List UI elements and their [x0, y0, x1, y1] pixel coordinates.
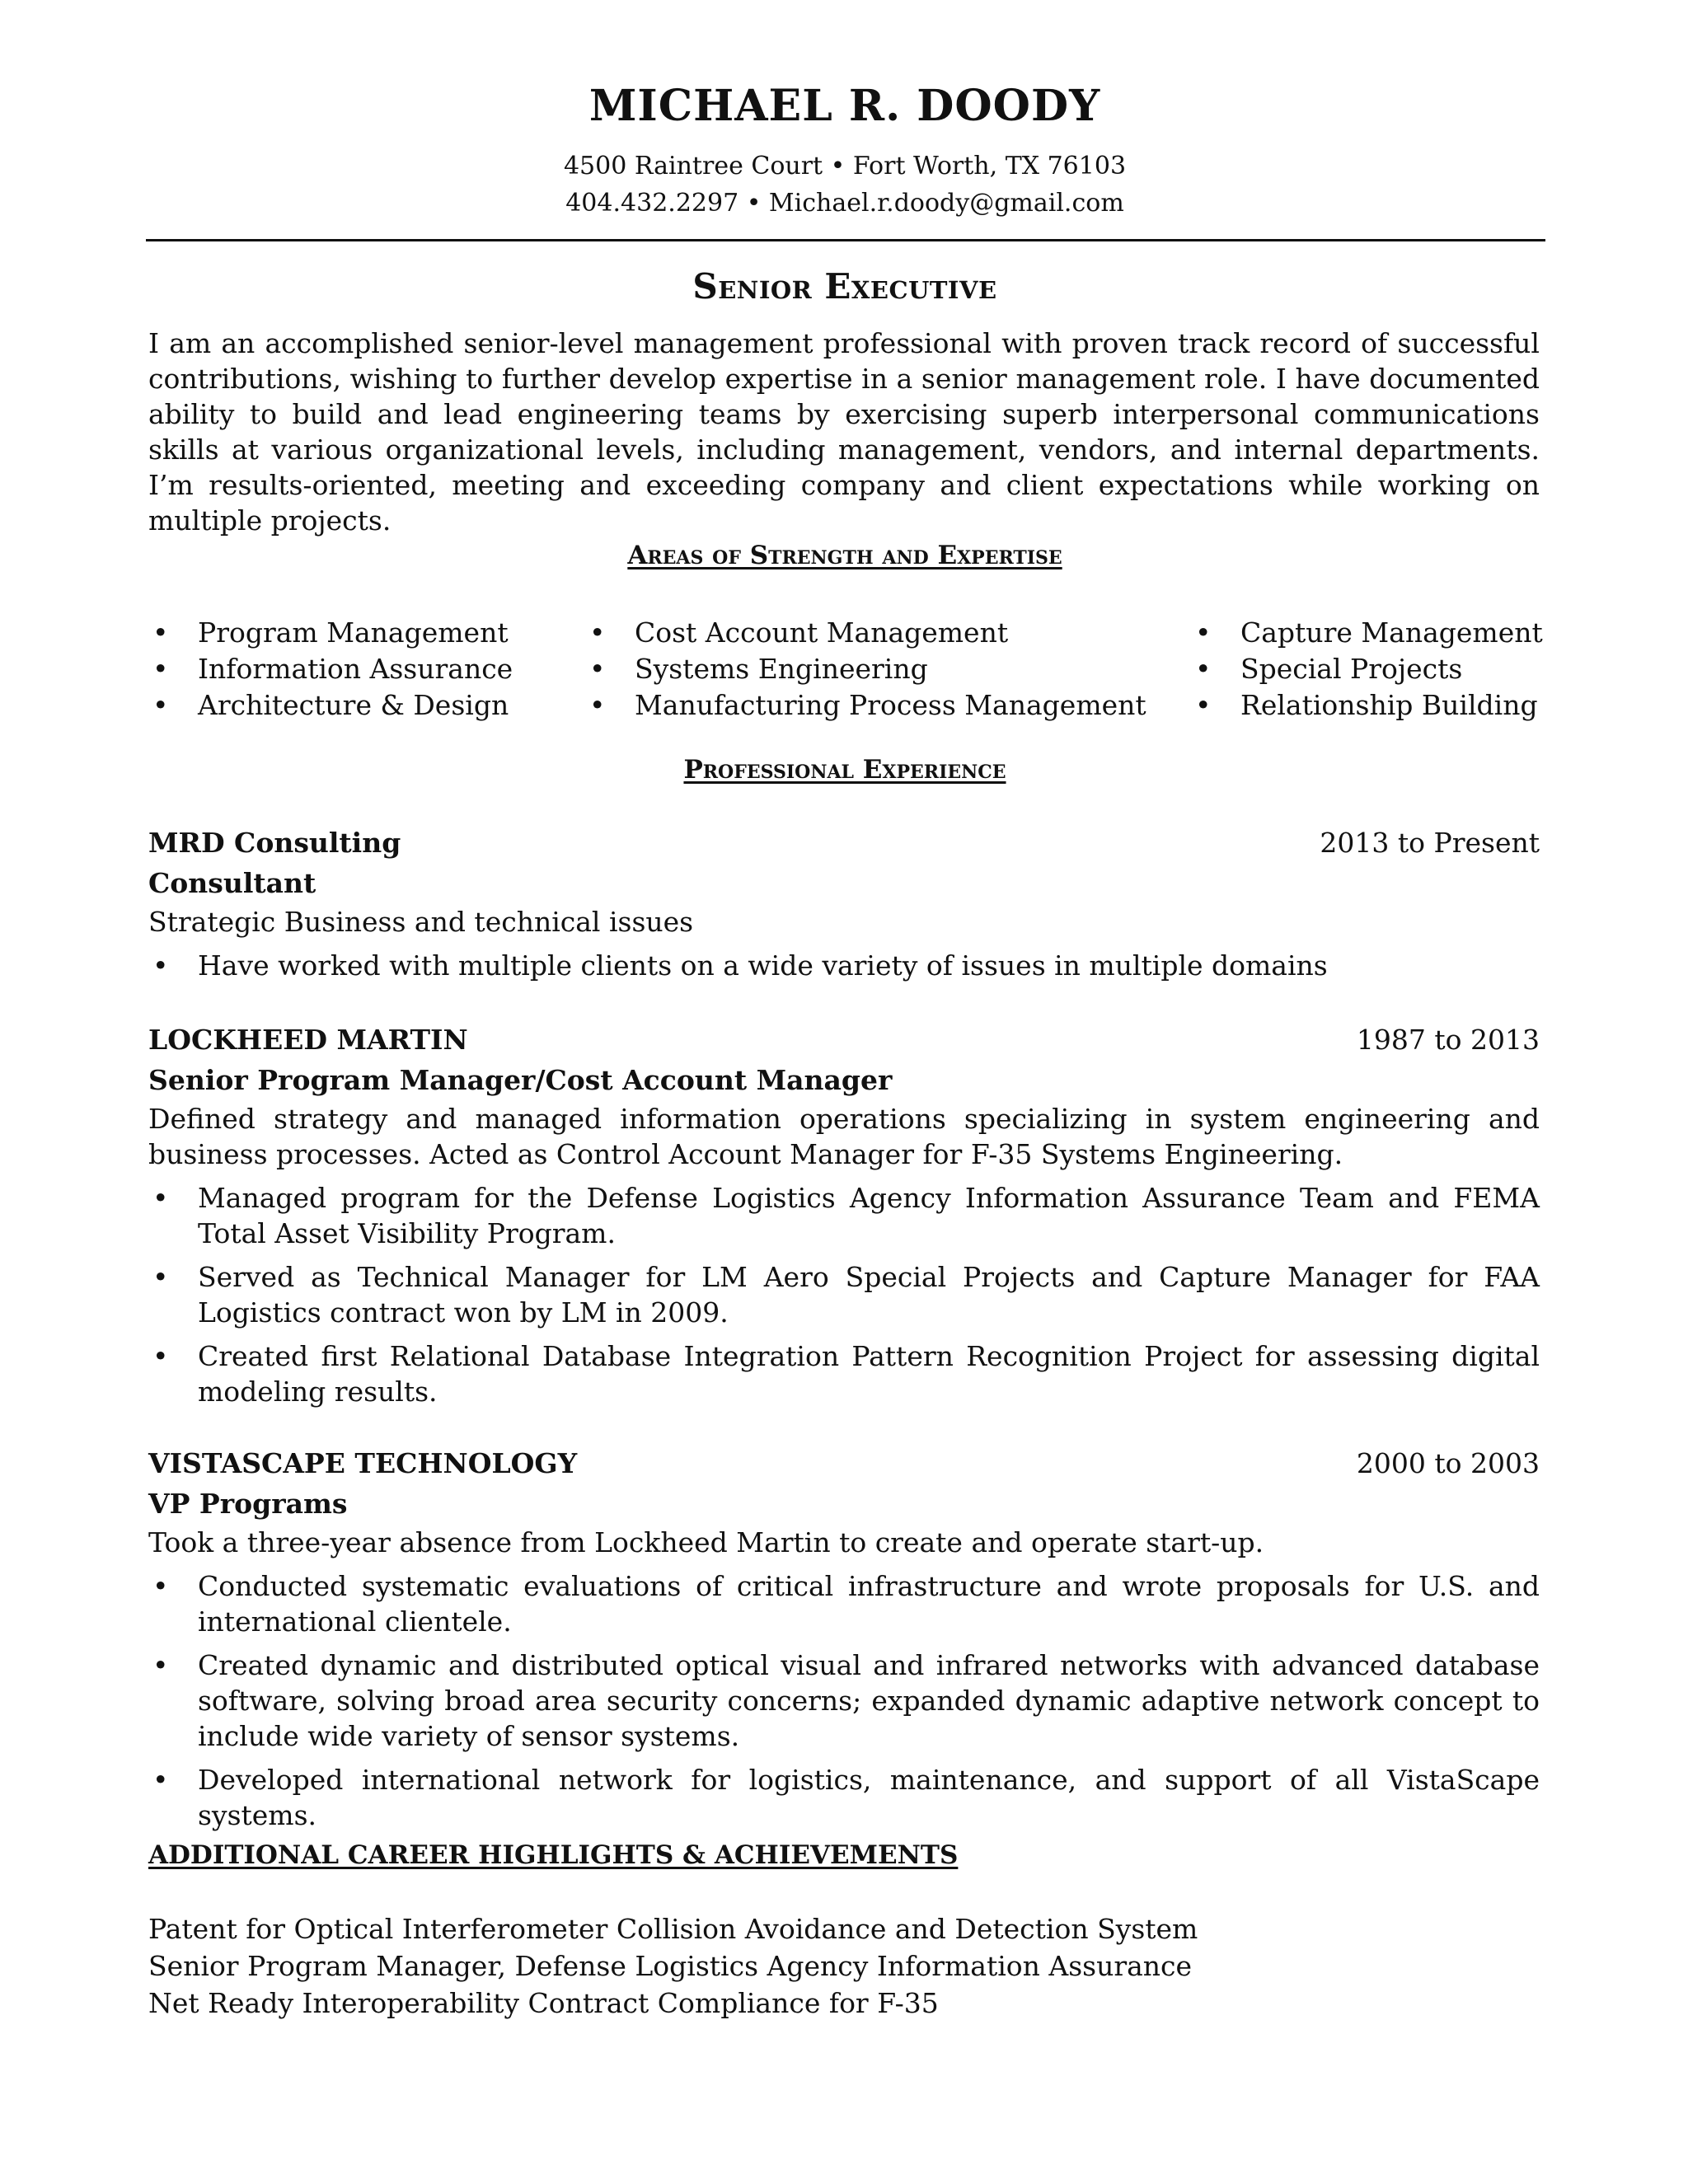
skills-column-3	[1191, 615, 1543, 724]
skills-heading: Areas of Strength and Expertise	[627, 541, 1062, 570]
job-entry-mrd-consulting	[148, 827, 1540, 991]
job-bullets	[148, 1180, 1540, 1409]
highlight-item: Senior Program Manager, Defense Logistics Agency Information Assurance	[148, 1950, 1193, 1982]
job-bullet: • Conducted systematic evaluations of critical infrastructure and wrote proposals for U.S. and international clientele.	[148, 1568, 1540, 1639]
skill-item: • Capture Management	[1191, 615, 1543, 651]
job-bullets	[148, 1568, 1540, 1833]
phone-email-line: 404.432.2297 • Michael.r.doody@gmail.com	[565, 189, 1124, 218]
skill-item: • Special Projects	[1191, 651, 1543, 687]
additional-highlights-heading: ADDITIONAL CAREER HIGHLIGHTS & ACHIEVEMENTS	[148, 1840, 959, 1870]
job-entry-lockheed-martin	[148, 1024, 1540, 1418]
job-description: Defined strategy and managed information operations specializing in system engineering and business processes. Acted as Control Account Manager for F-35 Systems Engineering.	[148, 1103, 1540, 1170]
skill-item: • Information Assurance	[148, 651, 513, 687]
job-bullet: • Created first Relational Database Integration Pattern Recognition Project for assessing digital modeling results.	[148, 1338, 1540, 1409]
job-dates: 2013 to Present	[1320, 827, 1540, 859]
skills-column-2	[585, 615, 1146, 724]
candidate-name: MICHAEL R. DOODY	[588, 81, 1101, 131]
highlights-list	[148, 1910, 1198, 2022]
job-dates: 1987 to 2013	[1356, 1024, 1540, 1056]
highlight-item: Net Ready Interoperability Contract Compliance for F-35	[148, 1987, 939, 2019]
job-bullet: • Managed program for the Defense Logistics Agency Information Assurance Team and FEMA Total Asset Visibility Program.	[148, 1180, 1540, 1251]
job-dates: 2000 to 2003	[1356, 1447, 1540, 1479]
job-description: Took a three-year absence from Lockheed Martin to create and operate start-up.	[148, 1526, 1264, 1558]
skill-item: • Relationship Building	[1191, 687, 1543, 724]
skill-item: • Cost Account Management	[585, 615, 1146, 651]
job-role: Senior Program Manager/Cost Account Manager	[148, 1064, 893, 1096]
job-bullet: • Have worked with multiple clients on a wide variety of issues in multiple domains	[148, 948, 1540, 983]
header-divider	[146, 239, 1545, 241]
experience-heading: Professional Experience	[683, 755, 1006, 785]
professional-title: Senior Executive	[692, 266, 997, 307]
job-bullet: • Developed international network for logistics, maintenance, and support of all VistaScape systems.	[148, 1762, 1540, 1833]
company-name: MRD Consulting	[148, 827, 401, 859]
job-bullets	[148, 948, 1540, 983]
skill-item: • Systems Engineering	[585, 651, 1146, 687]
company-name: LOCKHEED MARTIN	[148, 1024, 468, 1056]
job-bullet: • Served as Technical Manager for LM Aero Special Projects and Capture Manager for FAA Logistics contract won by LM in 2009.	[148, 1259, 1540, 1330]
job-role: Consultant	[148, 867, 316, 899]
company-name: VISTASCAPE TECHNOLOGY	[148, 1447, 578, 1479]
highlight-item: Patent for Optical Interferometer Collision Avoidance and Detection System	[148, 1913, 1198, 1945]
skill-item: • Program Management	[148, 615, 513, 651]
job-description: Strategic Business and technical issues	[148, 906, 694, 938]
skill-item: • Architecture & Design	[148, 687, 513, 724]
skills-column-1	[148, 615, 513, 724]
address-line: 4500 Raintree Court • Fort Worth, TX 76103	[563, 152, 1127, 180]
job-bullet: • Created dynamic and distributed optical visual and infrared networks with advanced database software, solving broad area security concerns; expanded dynamic adaptive network concept to include wide variety of sensor systems.	[148, 1647, 1540, 1754]
job-entry-vistascape	[148, 1447, 1540, 1841]
job-role: VP Programs	[148, 1488, 348, 1520]
skill-item: • Manufacturing Process Management	[585, 687, 1146, 724]
summary-paragraph: I am an accomplished senior-level management professional with proven track record of successful contributions, wishing to further develop expertise in a senior management role. I have documented ability to build and lead engineering teams by exercising superb interpersonal communications skills at various organizational levels, including management, vendors, and internal departments. I’m results-oriented, meeting and exceeding company and client expectations while working on multiple projects.	[148, 327, 1540, 537]
